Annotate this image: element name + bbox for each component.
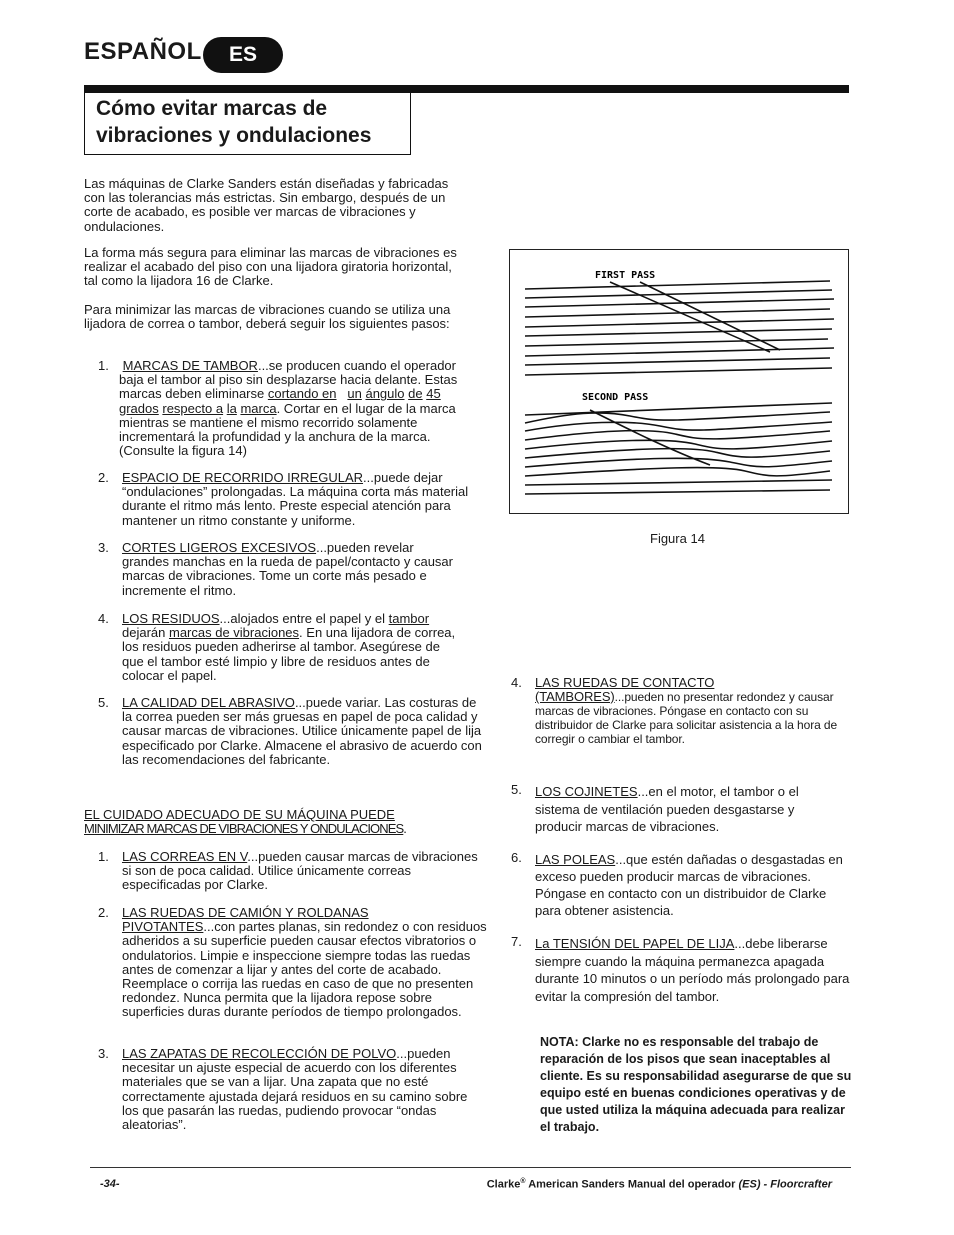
step-3-text: CORTES LIGEROS EXCESIVOS...pueden revelar grandes manchas en la rueda de papel/contacto y causar marcas de vibraciones. Tome un corte más pesado e incremente el ritmo. <box>122 540 453 598</box>
care-3-number: 3. <box>98 1046 109 1061</box>
step-1-text: MARCAS DE TAMBOR...se producen cuando el operador baja el tambor al piso sin desplazarse hacia delante. Estas marcas deben eliminarse cortando en un ángulo de 45 grados respecto a la marca. Cortar en el lugar de la marca mientras se mantiene el mismo recorrido solamente incrementará la profundidad y la anchura de la marca. (Consulte la figura 14) <box>119 358 458 459</box>
language-label: ESPAÑOL <box>84 38 202 65</box>
footer-title: Clarke® American Sanders Manual del operador (ES) - Floorcrafter <box>486 1178 832 1191</box>
intro-paragraph-3: Para minimizar las marcas de vibraciones cuando se utiliza una lijadora de correa o tambor, deberá seguir los siguientes pasos: <box>84 302 451 332</box>
care-2-number: 2. <box>98 905 109 920</box>
right-step-7-number: 7. <box>511 934 522 949</box>
right-step-4-number: 4. <box>511 675 522 690</box>
step-3-term: CORTES LIGEROS EXCESIVOS <box>122 540 317 555</box>
right-step-5-number: 5. <box>511 782 522 797</box>
note-text: NOTA: Clarke no es responsable del trabajo de reparación de los pisos que sean inaceptables al cliente. Es su responsabilidad asegurarse de que su equipo esté en buenas condiciones operativas y de que usted utiliza la máquina adecuada para realizar el trabajo. <box>540 1035 852 1134</box>
second-pass-lines <box>525 403 832 494</box>
first-pass-lines <box>525 281 834 375</box>
step-2-text: ESPACIO DE RECORRIDO IRREGULAR...puede dejar “ondulaciones” prolongadas. La máquina corta más material durante el ritmo más lento. Preste especial atención para mantener un ritmo constante y uniforme. <box>122 470 469 528</box>
step-2-number: 2. <box>98 470 109 485</box>
care-1-text: LAS CORREAS EN V...pueden causar marcas de vibraciones si son de poca calidad. Utilice únicamente correas especificadas por Clarke. <box>122 849 478 893</box>
care-heading: EL CUIDADO ADECUADO DE SU MÁQUINA PUEDE MINIMIZAR MARCAS DE VIBRACIONES Y ONDULACIONES. <box>84 807 407 837</box>
care-1-number: 1. <box>98 849 109 864</box>
step-5-text: LA CALIDAD DEL ABRASIVO...puede variar. Las costuras de la correa pueden ser más gruesas en papel de poca calidad y causar marcas de vibraciones. Utilice únicamente papel de lija especificado por Clarke. Almacene el abrasivo de acuerdo con las recomendaciones del fabricante. <box>122 695 482 767</box>
figure-14-drawing <box>510 250 848 513</box>
step-3-number: 3. <box>98 540 109 555</box>
step-1-number: 1. <box>98 358 109 373</box>
footer-rule <box>90 1167 851 1168</box>
section-title <box>96 95 406 149</box>
step-2-term: ESPACIO DE RECORRIDO IRREGULAR <box>122 470 364 485</box>
step-4-text: LOS RESIDUOS...alojados entre el papel y el tambor dejarán marcas de vibraciones. En una lijadora de correa, los residuos pueden adherirse al tambor. Asegúrese de que el tambor esté limpio y libre de residuos antes de colocar el papel. <box>122 611 456 683</box>
right-step-6-text: LAS POLEAS...que estén dañadas o desgastadas en exceso pueden producir marcas de vibraciones. Póngase en contacto con un distribuidor de Clarke para obtener asistencia. <box>535 852 843 918</box>
top-rule <box>84 85 849 93</box>
section-title-line1: Cómo evitar marcas de <box>96 97 328 120</box>
page-number: -34- <box>100 1178 120 1190</box>
right-step-7-text: La TENSIÓN DEL PAPEL DE LIJA...debe liberarse siempre cuando la máquina permanezca apagada durante 10 minutos o un período más prolongado para evitar la compresión del tambor. <box>535 936 850 1004</box>
step-4-number: 4. <box>98 611 109 626</box>
figure-14-frame <box>509 249 849 514</box>
figure-label-second-pass: SECOND PASS <box>582 392 649 403</box>
right-step-4-text: LAS RUEDAS DE CONTACTO (TAMBORES)...pueden no presentar redondez y causar marcas de vibraciones. Póngase en contacto con su distribuidor de Clarke para solicitar asistencia a la hora de corregir o cambiar el tambor. <box>535 675 838 746</box>
section-title-line2: vibraciones y ondulaciones <box>96 124 372 147</box>
right-step-5-text: LOS COJINETES...en el motor, el tambor o el sistema de ventilación pueden desgastarse y producir marcas de vibraciones. <box>535 784 799 834</box>
care-2-text: LAS RUEDAS DE CAMIÓN Y ROLDANAS PIVOTANTES...con partes planas, sin redondez o con residuos adheridos a su superficie pueden causar efectos vibratorios o ondulatorios. Limpie e inspeccione siempre todas las ruedas antes de comenzar a lijar y antes del corte de acabado. Reemplace o corrija las ruedas en caso de que no presenten redondez. Nunca permita que la lijadora repose sobre superficies duras durante períodos de tiempo prolongados. <box>122 905 487 1020</box>
figure-caption: Figura 14 <box>650 531 705 546</box>
intro-paragraph-1: Las máquinas de Clarke Sanders están diseñadas y fabricadas con las tolerancias más estrictas. Sin embargo, después de un corte de acabado, es posible ver marcas de vibraciones y ondulaciones. <box>84 176 449 234</box>
step-5-term: LA CALIDAD DEL ABRASIVO <box>122 695 295 710</box>
step-4-term: LOS RESIDUOS <box>122 611 220 626</box>
care-3-text: LAS ZAPATAS DE RECOLECCIÓN DE POLVO...pueden necesitar un ajuste especial de acuerdo con los diferentes materiales que se van a lijar. Una zapata que no esté correctamente ajustada dejará residuos en su camino sobre los que pasarán las ruedas, pudiendo provocar “ondas aleatorias”. <box>122 1046 468 1133</box>
step-5-number: 5. <box>98 695 109 710</box>
step-1-term: MARCAS DE TAMBOR <box>122 358 258 373</box>
intro-paragraph-2: La forma más segura para eliminar las marcas de vibraciones es realizar el acabado del piso con una lijadora giratoria horizontal, tal como la lijadora 16 de Clarke. <box>84 245 457 289</box>
right-step-6-number: 6. <box>511 850 522 865</box>
figure-label-first-pass: FIRST PASS <box>595 270 656 281</box>
language-badge: ES <box>203 37 283 73</box>
